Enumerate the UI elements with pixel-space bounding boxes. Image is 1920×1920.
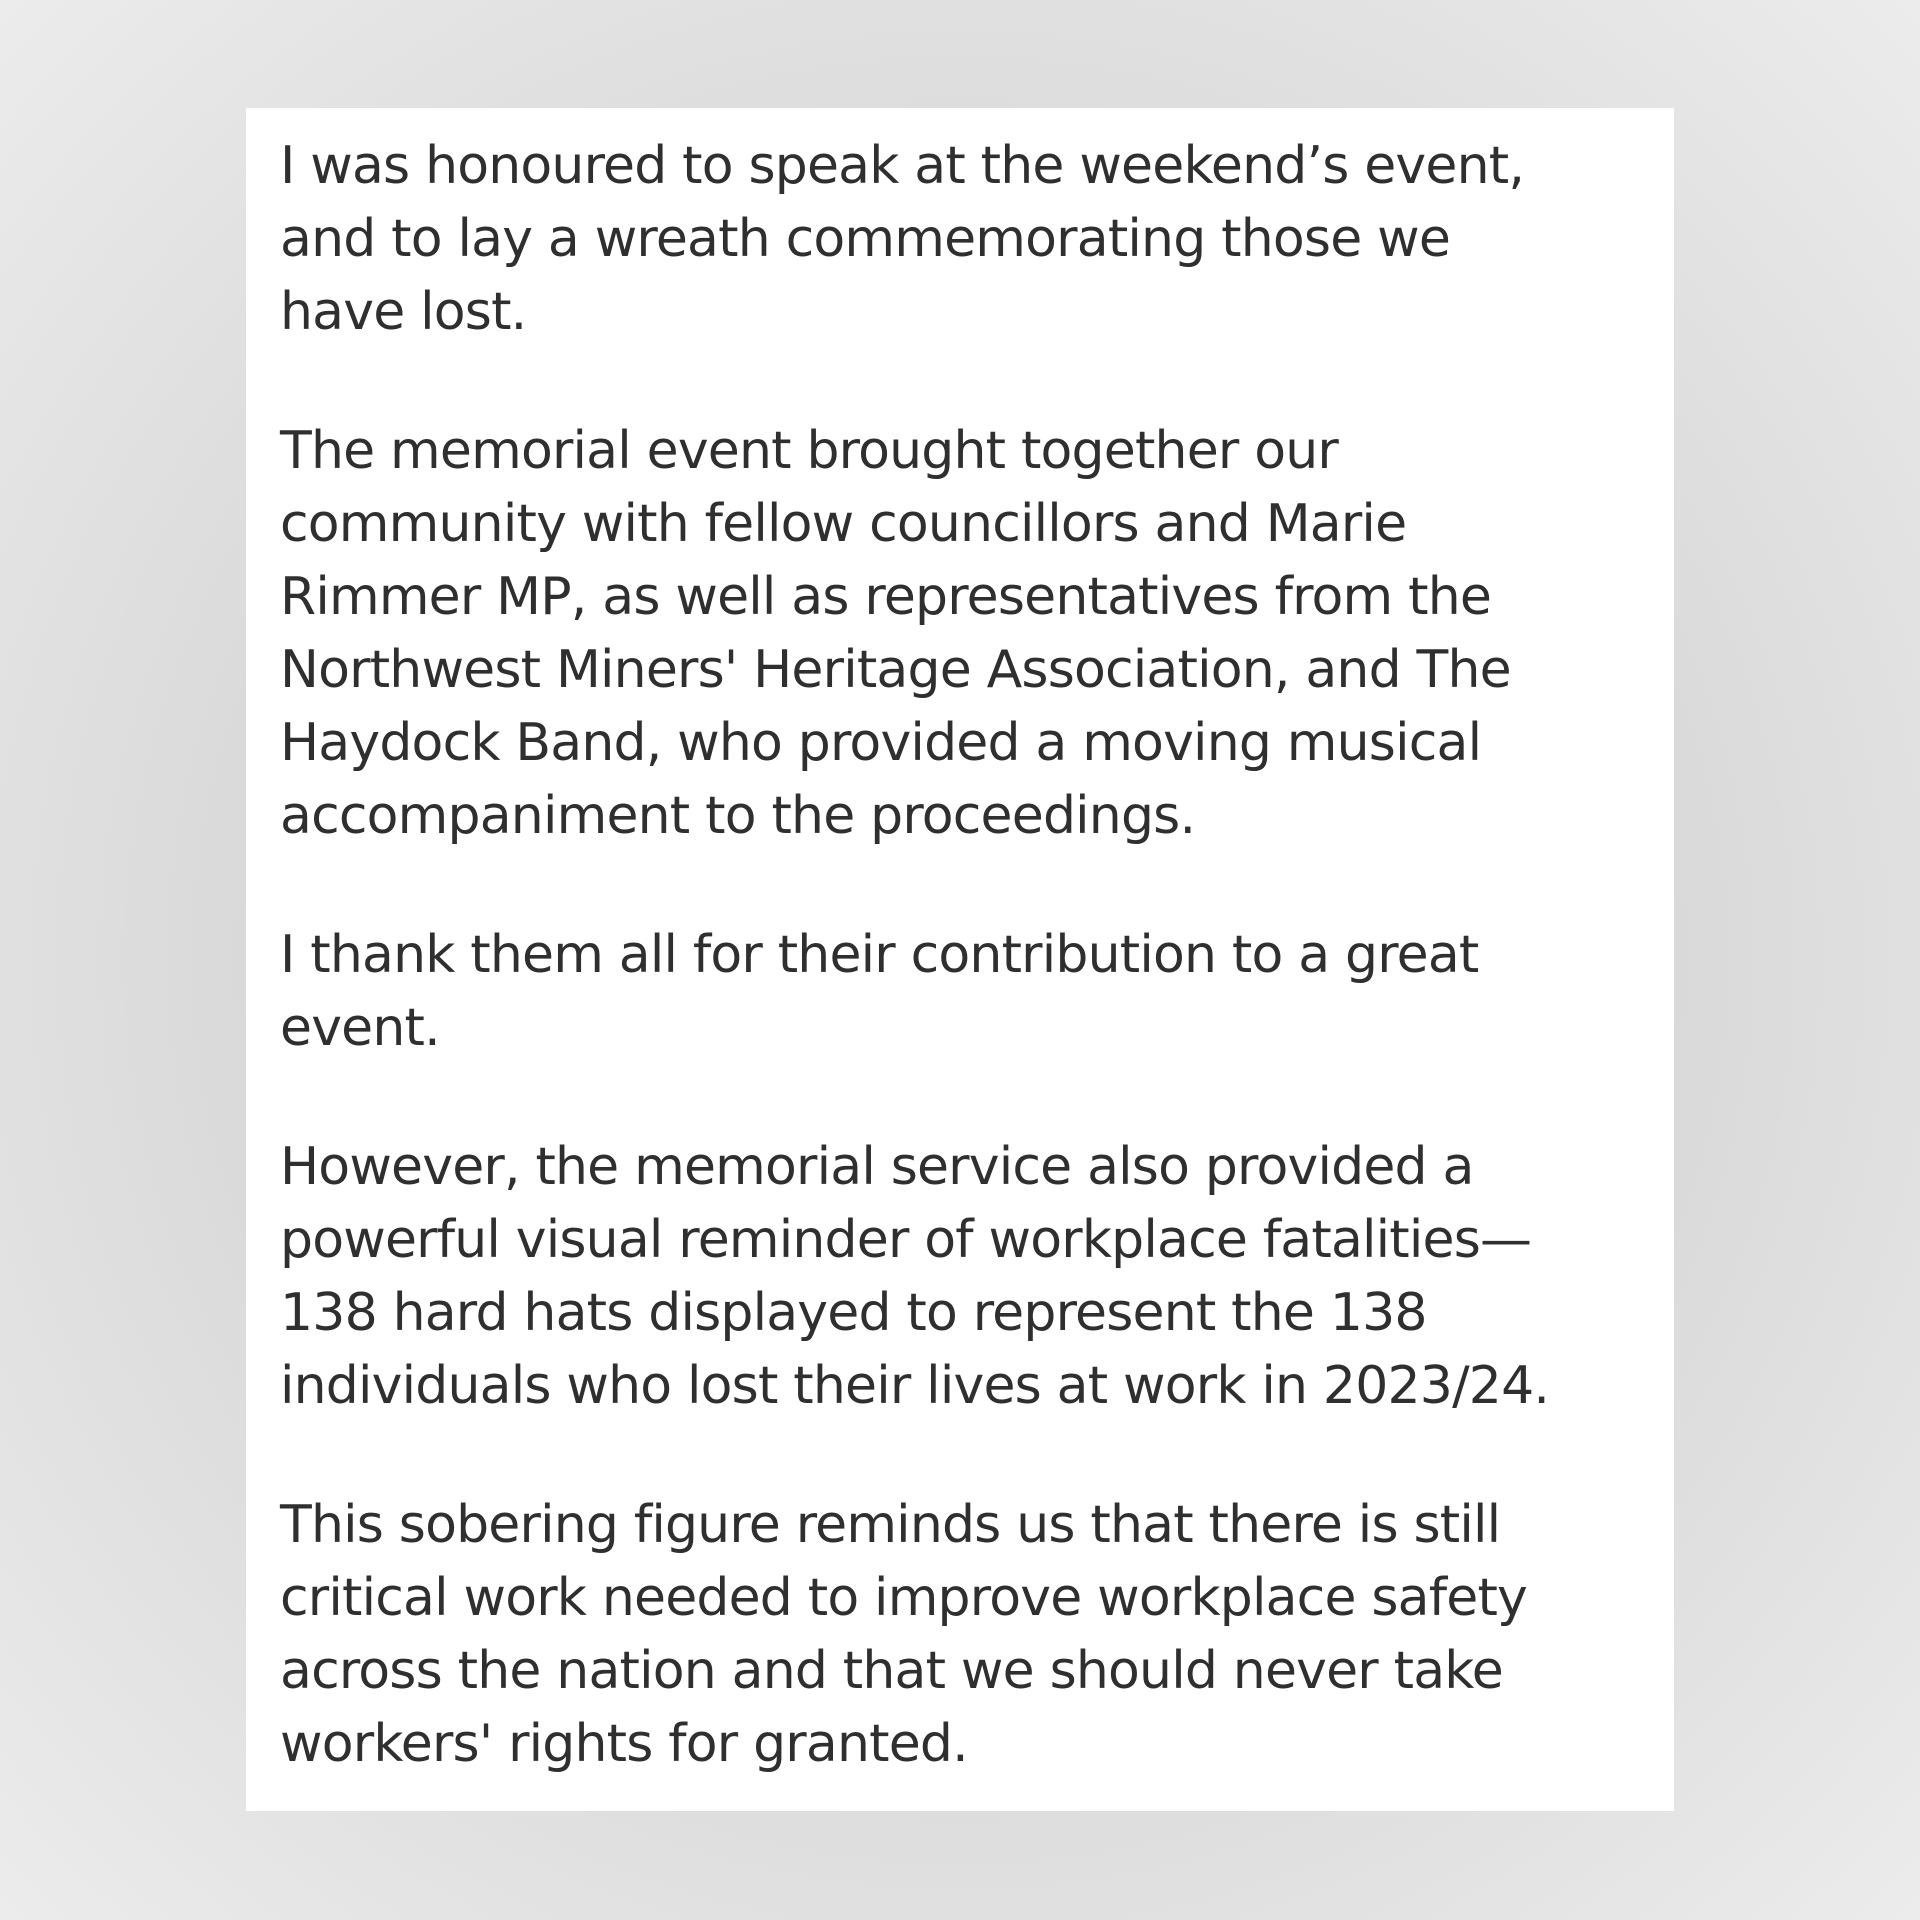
paragraph-thanks: I thank them all for their contribution to a great event. <box>280 925 1479 1058</box>
paragraph-speech-honour: I was honoured to speak at the weekend’s event, and to lay a wreath commemorating those we have lost. <box>280 136 1525 342</box>
paragraph-hard-hats: However, the memorial service also provided a powerful visual reminder of workplace fatalities— 138 hard hats displayed to represent the 138 individuals who lost their lives at work in 2023/24. <box>280 1137 1550 1416</box>
paragraph-memorial-attendees: The memorial event brought together our community with fellow councillors and Marie Rimmer MP, as well as representatives from the Northwest Miners' Heritage Association, and The Haydock Band, who provided a moving musical accompaniment to the proceedings. <box>280 421 1511 846</box>
text-card <box>246 108 1674 1811</box>
paragraph-workplace-safety: This sobering figure reminds us that there is still critical work needed to improve workplace safety across the nation and that we should never take workers' rights for granted. <box>280 1495 1528 1774</box>
